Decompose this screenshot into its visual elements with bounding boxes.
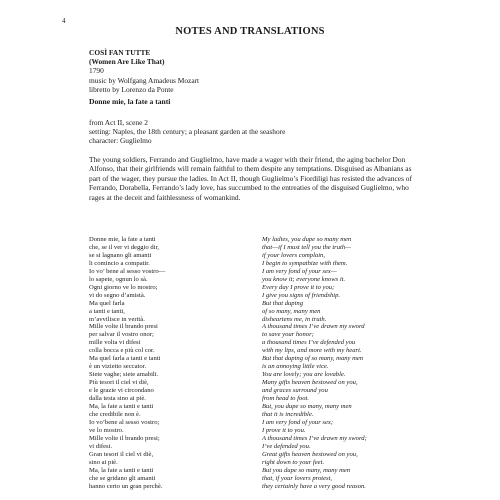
work-title: COSÌ FAN TUTTE [89, 48, 151, 57]
page-title: NOTES AND TRANSLATIONS [175, 26, 325, 37]
lyric-line-original: colla bocca e più col cor. [89, 347, 155, 355]
lyric-line-original: dalla testa sino ai piè. [89, 395, 146, 403]
lyric-line-original: ve lo mostro. [89, 426, 124, 434]
lyric-line-translation: you know it; everyone knows it. [262, 275, 346, 283]
lyric-line-translation: that—if I must tell you the truth— [262, 243, 352, 251]
lyric-line-original: Ma quel farla a tanti e tanti [89, 355, 161, 363]
lyric-line-translation: My ladies, you dupe so many men [262, 236, 352, 243]
lyric-line-original: vi do segno d’amistà. [89, 291, 146, 299]
work-year: 1790 [89, 66, 104, 76]
aria-source: from Act II, scene 2 [89, 118, 148, 127]
lyric-line-translation: a thousand times I’ve defended you [262, 339, 356, 347]
lyric-line-translation: A thousand times I’ve drawn my sword; [262, 434, 367, 442]
lyric-line-translation: with my lips, and more with my heart. [262, 347, 362, 355]
lyric-line-translation: and graces surround you [262, 387, 328, 395]
lyric-line-original: che se gridano gli amanti [89, 474, 156, 482]
lyric-line-translation: from head to foot. [262, 395, 310, 403]
lyric-line-original: Gran tesori il ciel vi diè, [89, 450, 154, 458]
lyric-line-original: li comincio a compatir. [89, 259, 150, 267]
lyric-line-translation: they certainly have a very good reason. [262, 482, 366, 490]
lyrics-original-column [89, 236, 259, 491]
lyric-line-original: lo sapete, ognun lo sà. [89, 275, 148, 283]
lyric-line-original: m’avvilisce in verità. [89, 315, 145, 323]
lyric-line-translation: right down to your feet. [262, 458, 325, 466]
aria-character: character: Guglielmo [89, 136, 152, 146]
aria-setting: setting: Naples, the 18th century; a pleasant garden at the seashore [89, 127, 286, 137]
lyric-line-original: per salvar il vostro onor; [89, 331, 154, 339]
lyric-line-original: è un vizietto seccator. [89, 363, 147, 371]
lyric-line-original: se si lagnano gli amanti [89, 251, 152, 259]
lyric-line-translation: But that duping [262, 299, 304, 307]
aria-title: Donne mie, la fate a tanti [89, 97, 171, 106]
synopsis-paragraph: The young soldiers, Ferrando and Guglielmo, have made a wager with their friend, the aging bachelor Don Alfonso, that their girlfriends will remain faithful to them despite any temptations. Disguised as Albanians as part of the wager, they pursue the ladies. In Act II, though Guglielmo’s Fiordiligi has resisted the advances of Ferrando, Dorabella, Ferrando’s lady love, has succumbed to the entreaties of the disguised Guglielmo, who rages at the deceit and faithlessness of womankind. [89, 155, 412, 202]
page-number: 4 [62, 17, 66, 25]
work-subtitle: (Women Are Like That) [89, 57, 165, 67]
work-composer: music by Wolfgang Amadeus Mozart [89, 75, 200, 85]
lyric-line-translation: A thousand times I’ve drawn my sword [262, 323, 365, 331]
lyric-line-translation: But you dupe so many, many men [262, 466, 351, 474]
lyric-line-original: Io vo’bene al sesso vostro; [89, 418, 160, 426]
lyric-line-original: sino ai piè. [89, 458, 118, 466]
lyric-line-translation: is an annoying little vice. [262, 363, 329, 371]
lyric-line-original: Io vo’ bene al sesso vostro— [89, 267, 166, 275]
lyric-line-original: a tanti e tanti, [89, 307, 125, 315]
work-librettist: libretto by Lorenzo da Ponte [89, 84, 174, 94]
lyric-line-translation: disheartens me, in truth. [262, 315, 327, 323]
lyric-line-translation: But, you dupe so many, many men [262, 403, 352, 411]
lyric-line-translation: I prove it to you. [262, 426, 306, 434]
lyric-line-original: Ma quel farla [89, 299, 125, 307]
lyric-line-original: Mille volte il brando presi; [89, 434, 160, 442]
lyric-line-original: mille volta vi difesi [89, 339, 141, 347]
lyric-line-original: Ma, la fate a tanti e tanti [89, 403, 154, 411]
lyric-line-original: che credibile non è. [89, 410, 141, 418]
lyric-line-original: Siete vaghe; siete amabili. [89, 371, 159, 379]
lyric-line-translation: that it is incredible. [262, 410, 314, 418]
lyric-line-translation: to save your honor; [262, 331, 314, 339]
work-info [89, 48, 199, 94]
lyrics-translation-column [262, 236, 462, 491]
lyric-line-original: Ogni giorno ve lo mostro; [89, 283, 158, 291]
lyric-line-original: Donne mie, la fate a tanti [89, 236, 156, 243]
lyric-line-translation: Every day I prove it to you; [262, 283, 335, 291]
lyric-line-translation: I am very fond of your sex; [262, 418, 334, 426]
lyric-line-translation: Many gifts heaven bestowed on you, [262, 379, 358, 387]
lyric-line-original: hanno certo un gran perchè. [89, 482, 163, 490]
aria-context [89, 118, 285, 146]
lyric-line-translation: I am very fond of your sex— [262, 267, 337, 275]
lyric-line-translation: Great gifts heaven bestowed on you, [262, 450, 358, 458]
lyric-line-original: Più tesori il ciel vi diè, [89, 379, 149, 387]
lyric-line-translation: I’ve defended you. [262, 442, 311, 450]
lyric-line-translation: of so many, many men [262, 307, 321, 315]
lyric-line-translation: I begin to sympathize with them. [262, 259, 348, 267]
lyric-line-original: e le grazie vi circondano [89, 387, 154, 395]
lyric-line-translation: But that duping of so many, many men [262, 355, 364, 363]
lyric-line-original: Ma, la fate a tanti e tanti [89, 466, 154, 474]
lyric-line-translation: if your lovers complain, [262, 251, 325, 259]
lyric-line-translation: You are lovely; you are lovable. [262, 371, 346, 379]
lyric-line-original: Mille volte il brando presi [89, 323, 158, 331]
lyric-line-translation: I give you signs of friendship. [262, 291, 341, 299]
lyric-line-original: vi difesi. [89, 442, 113, 450]
lyric-line-translation: that, if your lovers protest, [262, 474, 333, 482]
lyric-line-original: che, se il ver vi deggio dir, [89, 243, 160, 251]
